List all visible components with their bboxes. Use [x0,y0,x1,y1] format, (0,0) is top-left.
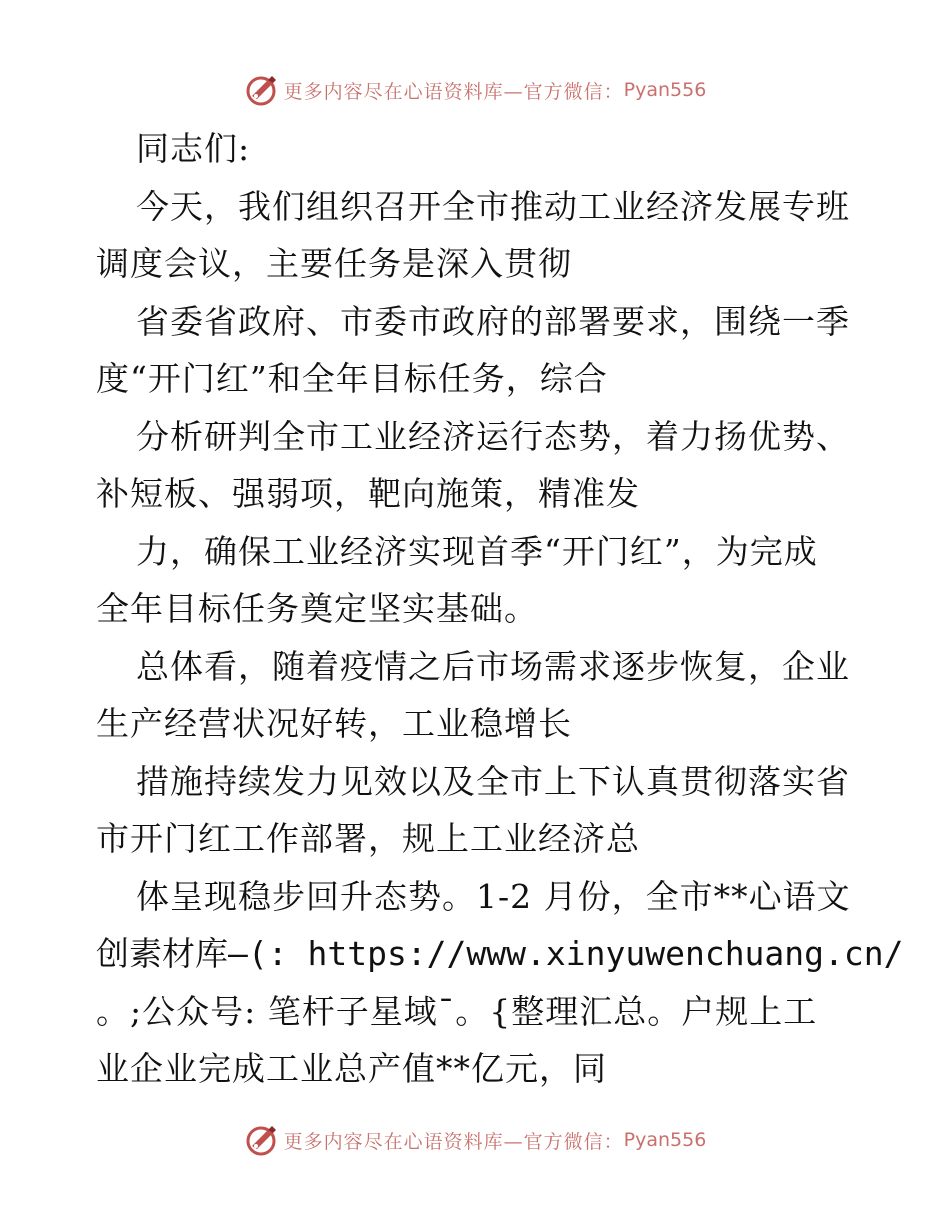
pen-logo-icon [244,1122,280,1158]
text-line: 同志们: [136,129,251,168]
text-line: 措施持续发力见效以及全市上下认真贯彻落实省 [136,761,850,801]
watermark-text: 更多内容尽在心语资料库—官方微信： [283,1130,624,1153]
header-watermark [0,70,950,110]
text-line: 。;公众号: 笔杆子星域¯。{整理汇总。户规上工 [96,991,818,1031]
text-line: 业企业完成工业总产值**亿元，同 [96,1049,607,1088]
text-line: 力，确保工业经济实现首季“开门红”，为完成 [136,531,818,571]
text-line: 度“开门红”和全年目标任务，综合 [96,359,608,398]
text-line: 生产经营状况好转，工业稳增长 [96,704,572,743]
text-line: 分析研判全市工业经济运行态势，着力扬优势、 [136,416,850,456]
watermark-account: Pyan556 [623,79,707,101]
text-line: 市开门红工作部署，规上工业经济总 [96,819,640,858]
text-line: 总体看，随着疫情之后市场需求逐步恢复，企业 [136,646,850,686]
text-line: 省委省政府、市委市政府的部署要求，围绕一季 [136,301,850,341]
text-line: 调度会议，主要任务是深入贯彻 [96,244,572,283]
watermark-text: 更多内容尽在心语资料库—官方微信： [283,80,624,103]
text-line: 补短板、强弱项，靶向施策，精准发 [96,474,640,513]
text-line: 体呈现稳步回升态势。1-2 月份，全市**心语文 [136,876,851,916]
text-line: 创素材库—(: https://www.xinyuwenchuang.cn/ [96,934,904,973]
text-line: 全年目标任务奠定坚实基础。 [96,589,538,628]
pen-logo-icon [244,72,280,108]
footer-watermark [0,1120,950,1160]
document-body [96,120,904,1098]
watermark-account: Pyan556 [623,1129,707,1151]
text-line: 今天，我们组织召开全市推动工业经济发展专班 [136,186,850,226]
